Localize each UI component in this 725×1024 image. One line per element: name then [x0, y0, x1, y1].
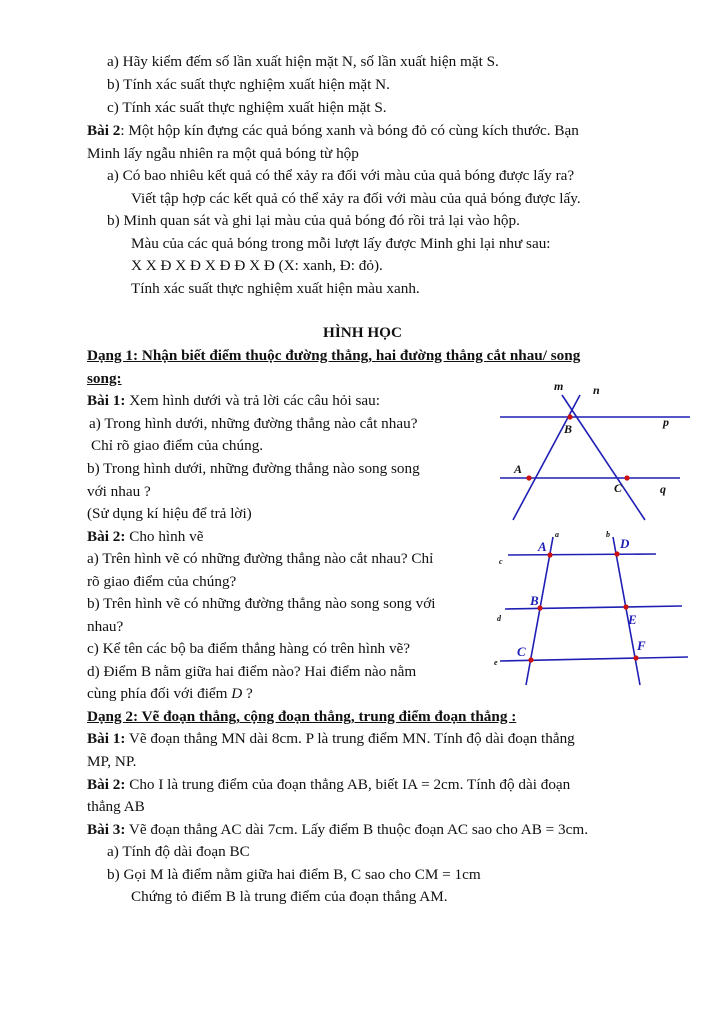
line-a: [526, 537, 553, 685]
dang1-title-line1: Dạng 1: Nhận biết điểm thuộc đường thẳng, hai đường thẳng cắt nhau/ song: [87, 347, 581, 364]
label-n: n: [593, 383, 600, 397]
line-c: [508, 554, 656, 555]
figure-2: [490, 525, 690, 690]
dang1-bai2-d2: [87, 684, 253, 704]
point-D: [614, 551, 619, 556]
label-B: B: [564, 422, 573, 436]
dang1-bai2-text: Cho hình vẽ: [125, 528, 204, 545]
dang2-bai3-text: Vẽ đoạn thẳng AC dài 7cm. Lấy điểm B thuộc đoạn AC sao cho AB = 3cm.: [125, 821, 588, 838]
point-C: [624, 475, 629, 480]
dang2-bai2-line2: thẳng AB: [87, 798, 145, 815]
dang1-bai2-d1: d) Điểm B nằm giữa hai điểm nào? Hai điểm nào nằm: [87, 663, 417, 680]
dang1-bai2-a1: a) Trên hình vẽ có những đường thẳng nào cắt nhau? Chỉ: [87, 550, 434, 567]
label-E: E: [628, 612, 637, 627]
point-B: [567, 414, 572, 419]
dang1-bai1-a2: Chỉ rõ giao điểm của chúng.: [91, 437, 264, 454]
dang1-bai1-heading: [87, 391, 380, 411]
bai2-prob-b4: Tính xác suất thực nghiệm xuất hiện màu xanh.: [131, 280, 420, 297]
section-title: HÌNH HỌC: [323, 324, 402, 341]
bai2-prob-a2: Viết tập hợp các kết quả có thể xảy ra đối với màu của quả bóng được lấy.: [131, 190, 581, 207]
label-B2: B: [530, 593, 539, 608]
label-D: D: [620, 536, 630, 551]
line-e: [500, 657, 688, 661]
dang1-bai2-d2-text: cùng phía đối với điểm: [87, 685, 232, 702]
bai2-prob-b2: Màu của các quả bóng trong mỗi lượt lấy được Minh ghi lại như sau:: [131, 235, 551, 252]
dang2-title: Dạng 2: Vẽ đoạn thẳng, cộng đoạn thẳng, trung điểm đoạn thẳng :: [87, 708, 517, 725]
top-item-c: c) Tính xác suất thực nghiệm xuất hiện mặt S.: [107, 99, 387, 116]
bai2-prob-line1: [87, 121, 579, 141]
point-E: [623, 604, 628, 609]
label-a: a: [555, 530, 559, 539]
label-e: e: [494, 658, 498, 667]
label-C: C: [614, 481, 623, 495]
dang2-bai1-line1: [87, 729, 575, 749]
bai2-prob-line2: Minh lấy ngẫu nhiên ra một quả bóng từ hộp: [87, 145, 359, 162]
bai2-prob-text: : Một hộp kín đựng các quả bóng xanh và bóng đỏ có cùng kích thước. Bạn: [120, 122, 579, 139]
dang2-bai2-label: Bài 2:: [87, 776, 126, 793]
dang1-bai2-d2-var: D: [231, 685, 243, 702]
dang2-bai1-label: Bài 1:: [87, 730, 126, 747]
dang2-bai1-line2: MP, NP.: [87, 753, 137, 770]
label-A2: A: [538, 539, 547, 554]
label-d: d: [497, 614, 501, 623]
dang2-bai2-line1: [87, 775, 570, 795]
point-A2: [547, 552, 552, 557]
bai2-prob-b1: b) Minh quan sát và ghi lại màu của quả bóng đó rồi trả lại vào hộp.: [107, 212, 520, 229]
dang1-bai2-b1: b) Trên hình vẽ có những đường thẳng nào song song với: [87, 595, 436, 612]
label-F: F: [637, 638, 646, 653]
dang1-bai1-label: Bài 1:: [87, 392, 126, 409]
dang2-bai3-b2: Chứng tỏ điểm B là trung điểm của đoạn thẳng AM.: [131, 888, 448, 905]
label-C2: C: [517, 644, 526, 659]
top-item-a: a) Hãy kiểm đếm số lần xuất hiện mặt N, số lần xuất hiện mặt S.: [107, 53, 499, 70]
label-c: c: [499, 557, 503, 566]
dang1-bai2-c: c) Kể tên các bộ ba điểm thẳng hàng có trên hình vẽ?: [87, 640, 411, 657]
dang1-bai1-b2: với nhau ?: [87, 483, 151, 500]
bai2-prob-label: Bài 2: [87, 122, 121, 139]
label-q: q: [660, 482, 666, 496]
line-n: [562, 395, 645, 520]
line-b: [613, 537, 640, 685]
dang1-bai1-text: Xem hình dưới và trả lời các câu hỏi sau:: [125, 392, 380, 409]
figure-1: [480, 375, 700, 525]
dang2-bai3-line1: [87, 820, 588, 840]
dang2-bai1-text: Vẽ đoạn thẳng MN dài 8cm. P là trung điểm MN. Tính độ dài đoạn thẳng: [125, 730, 575, 747]
top-item-b: b) Tính xác suất thực nghiệm xuất hiện mặt N.: [107, 76, 390, 93]
dang1-bai1-b1: b) Trong hình dưới, những đường thẳng nào song song: [87, 460, 420, 477]
point-F: [633, 655, 638, 660]
dang1-bai2-b2: nhau?: [87, 618, 124, 635]
dang1-bai2-label: Bài 2:: [87, 528, 126, 545]
dang1-bai2-a2: rõ giao điểm của chúng?: [87, 573, 237, 590]
dang1-bai1-a1: a) Trong hình dưới, những đường thẳng nào cắt nhau?: [89, 415, 418, 432]
dang1-title-line2: song:: [87, 370, 122, 387]
bai2-prob-b3: X X Đ X Đ X Đ Đ X Đ (X: xanh, Đ: đỏ).: [131, 257, 383, 274]
label-b: b: [606, 530, 610, 539]
bai2-prob-a1: a) Có bao nhiêu kết quả có thể xảy ra đối với màu của quả bóng được lấy ra?: [107, 167, 575, 184]
label-m: m: [554, 379, 564, 393]
line-m: [513, 395, 580, 520]
dang2-bai2-text: Cho I là trung điểm của đoạn thẳng AB, biết IA = 2cm. Tính độ dài đoạn: [125, 776, 571, 793]
dang2-bai3-a: a) Tính độ dài đoạn BC: [107, 843, 250, 860]
dang1-bai1-note: (Sử dụng kí hiệu để trả lời): [87, 505, 252, 522]
dang2-bai3-label: Bài 3:: [87, 821, 126, 838]
point-C2: [528, 657, 533, 662]
dang2-bai3-b1: b) Gọi M là điểm nằm giữa hai điểm B, C sao cho CM = 1cm: [107, 866, 481, 883]
point-A: [526, 475, 531, 480]
dang1-bai2-d2-end: ?: [242, 685, 253, 702]
label-p: p: [663, 415, 669, 429]
dang1-bai2-heading: [87, 527, 203, 547]
label-A: A: [514, 462, 523, 476]
